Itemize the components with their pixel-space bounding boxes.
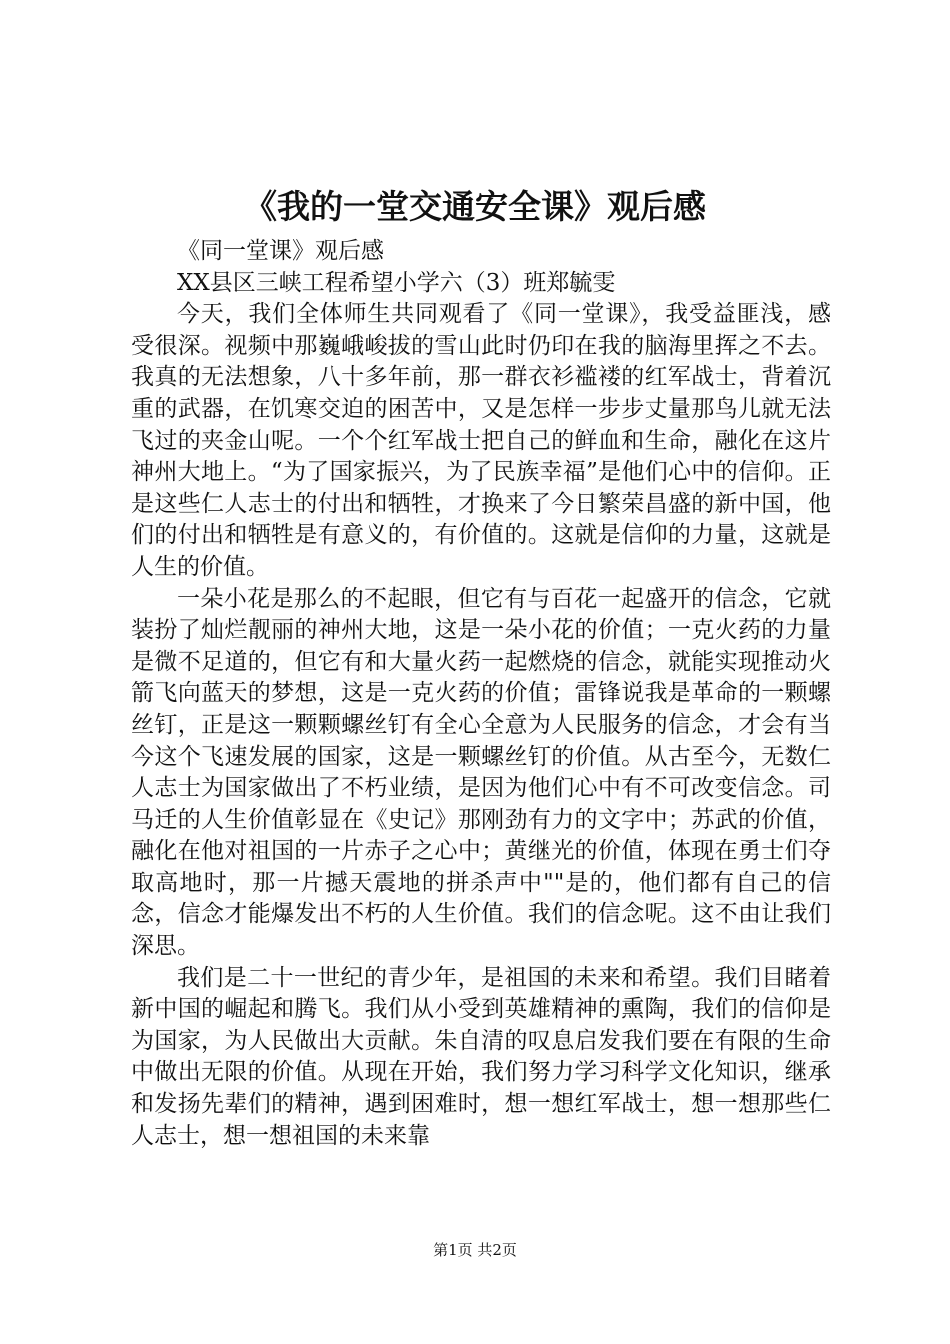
body-paragraph: 一朵小花是那么的不起眼，但它有与百花一起盛开的信念，它就装扮了灿烂靓丽的神州大地，这是一朵小花的价值；一克火药的力量是微不足道的，但它有和大量火药一起燃烧的信念，就能实现推动火箭飞向蓝天的梦想，这是一克火药的价值；雷锋说我是革命的一颗螺丝钉，正是这一颗颗螺丝钉有全心全意为人民服务的信念，才会有当今这个飞速发展的国家，这是一颗螺丝钉的价值。从古至今，无数仁人志士为国家做出了不朽业绩，是因为他们心中有不可改变信念。司马迁的人生价值彰显在《史记》那刚劲有力的文字中；苏武的价值，融化在他对祖国的一片赤子之心中；黄继光的价值，体现在勇士们夺取高地时，那一片撼天震地的拼杀声中""是的，他们都有自己的信念，信念才能爆发出不朽的人生价值。我们的信念呢。这不由让我们深思。 [131, 585, 831, 960]
document-title: 《我的一堂交通安全课》观后感 [244, 187, 706, 226]
page-footer: 第1页 共2页 [433, 1241, 517, 1259]
body-paragraph: 今天，我们全体师生共同观看了《同一堂课》，我受益匪浅，感受很深。视频中那巍峨峻拔的雪山此时仍印在我的脑海里挥之不去。我真的无法想象，八十多年前，那一群衣衫褴褛的红军战士，背着沉重的武器，在饥寒交迫的困苦中，又是怎样一步步丈量那鸟儿就无法飞过的夹金山呢。一个个红军战士把自己的鲜血和生命，融化在这片神州大地上。“为了国家振兴，为了民族幸福”是他们心中的信仰。正是这些仁人志士的付出和牺牲，才换来了今日繁荣昌盛的新中国，他们的付出和牺牲是有意义的，有价值的。这就是信仰的力量，这就是人生的价值。 [131, 301, 831, 580]
document-body [131, 236, 831, 1152]
subtitle-paragraph: 《同一堂课》观后感 [177, 238, 384, 264]
body-paragraph: 我们是二十一世纪的青少年，是祖国的未来和希望。我们目睹着新中国的崛起和腾飞。我们从小受到英雄精神的熏陶，我们的信仰是为国家，为人民做出大贡献。朱自清的叹息启发我们要在有限的生命中做出无限的价值。从现在开始，我们努力学习科学文化知识，继承和发扬先辈们的精神，遇到困难时，想一想红军战士，想一想那些仁人志士，想一想祖国的未来靠 [131, 964, 831, 1149]
author-line: XX县区三峡工程希望小学六（3）班郑毓雯 [177, 269, 616, 296]
